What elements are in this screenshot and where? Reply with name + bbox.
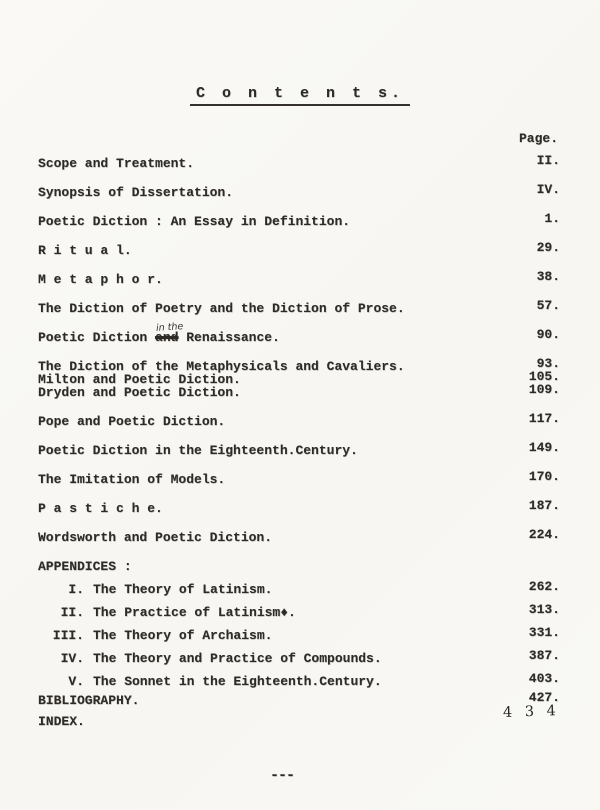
appendix-title: The Theory and Practice of Compounds. [93,651,382,666]
entry-title [38,321,280,346]
entry-title: Poetic Diction : An Essay in Definition. [38,214,351,229]
entry-title-suffix: Renaissance. [178,330,280,345]
strikethrough-word: and in the [155,330,178,345]
entry-title: The Diction of Poetry and the Diction of Prose. [38,301,405,316]
entry-page-number: 403. [528,671,560,686]
footer-mark-wrap [0,766,600,784]
appendix-entry [38,581,272,598]
entry-page-number: 224. [528,527,560,542]
toc-entry-row [38,155,560,172]
toc-entry-row [38,271,560,288]
entry-title: Wordsworth and Poetic Diction. [38,530,273,545]
toc-list [38,155,560,730]
page-column-label: Page. [518,131,558,146]
entry-title: Poetic Diction in the Eighteenth.Century. [38,443,358,458]
toc-entry-row [38,242,560,259]
entry-page-number: 29. [536,240,560,255]
index-title: INDEX. [38,714,85,729]
index-row [38,703,561,730]
toc-entry-row [38,442,560,459]
appendix-title: The Practice of Latinism♦. [93,605,296,620]
entry-page-number: 90. [536,327,560,342]
appendix-numeral: I. [68,582,84,597]
entry-title: Synopsis of Dissertation. [38,185,234,200]
entry-title: Milton and Poetic Diction. [38,372,241,387]
entry-page-number: 93. [536,356,560,371]
entry-title: Pope and Poetic Diction. [38,414,226,429]
entry-title: R i t u a l. [38,243,132,258]
entry-page-number: IV. [536,182,560,197]
entry-page-number: 331. [528,625,560,640]
entry-title: Scope and Treatment. [38,156,195,171]
toc-entry-row [38,384,560,401]
appendix-entry [38,673,382,690]
appendix-numeral: IV. [60,651,84,666]
appendix-entry [38,604,296,621]
entry-page-number: 313. [528,602,560,617]
appendix-title: The Theory of Archaism. [93,628,273,643]
footer-mark: --- [269,767,294,784]
toc-entry-row [38,500,560,517]
appendix-row [38,604,560,621]
toc-entry-row [38,413,560,430]
entry-page-number: 1. [544,211,560,226]
toc-entry-row [38,213,560,230]
page-title-wrap [0,84,600,106]
appendix-row [38,627,560,644]
entry-title: The Diction of the Metaphysicals and Cavaliers. [38,359,405,374]
appendix-numeral: II. [60,605,84,620]
entry-page-number: 117. [528,411,560,426]
entry-title: The Imitation of Models. [38,472,226,487]
entry-page-number: 105. [528,369,560,384]
page-title: C o n t e n t s. [190,85,410,106]
toc-entry-row [38,471,560,488]
entry-page-number: 149. [528,440,560,455]
handwritten-annotation: in the [155,321,184,334]
entry-page-number: 109. [528,382,560,397]
entry-page-number: 57. [536,298,560,313]
entry-title: Dryden and Poetic Diction. [38,385,241,400]
appendix-entry [38,650,382,667]
entry-page-number: 38. [536,269,560,284]
entry-page-number: 262. [528,579,560,594]
appendix-title: The Theory of Latinism. [93,582,273,597]
entry-title: P a s t i c h e. [38,501,163,516]
appendix-numeral: III. [52,628,84,643]
entry-title-prefix: Poetic Diction [38,330,156,345]
bibliography-row [38,692,560,709]
appendix-row [38,581,560,598]
entry-title: M e t a p h o r. [38,272,163,287]
appendix-title: The Sonnet in the Eighteenth.Century. [93,674,382,689]
toc-entry-row-corrected [38,321,560,346]
entry-page-number: 187. [528,498,560,513]
entry-page-number: 427. [528,690,560,705]
appendices-heading: APPENDICES : [38,559,132,574]
bibliography-title: BIBLIOGRAPHY. [38,693,140,708]
handwritten-page-number: 4 3 4 [502,703,561,721]
entry-page-number: 387. [528,648,560,663]
appendices-heading-row [38,558,560,575]
appendix-entry [38,627,272,644]
toc-entry-row [38,300,560,317]
appendix-row [38,673,560,690]
appendix-row [38,650,560,667]
toc-entry-row [38,184,560,201]
appendix-numeral: V. [68,674,84,689]
entry-page-number: II. [536,153,560,168]
entry-page-number: 170. [528,469,560,484]
toc-entry-row [38,529,560,546]
